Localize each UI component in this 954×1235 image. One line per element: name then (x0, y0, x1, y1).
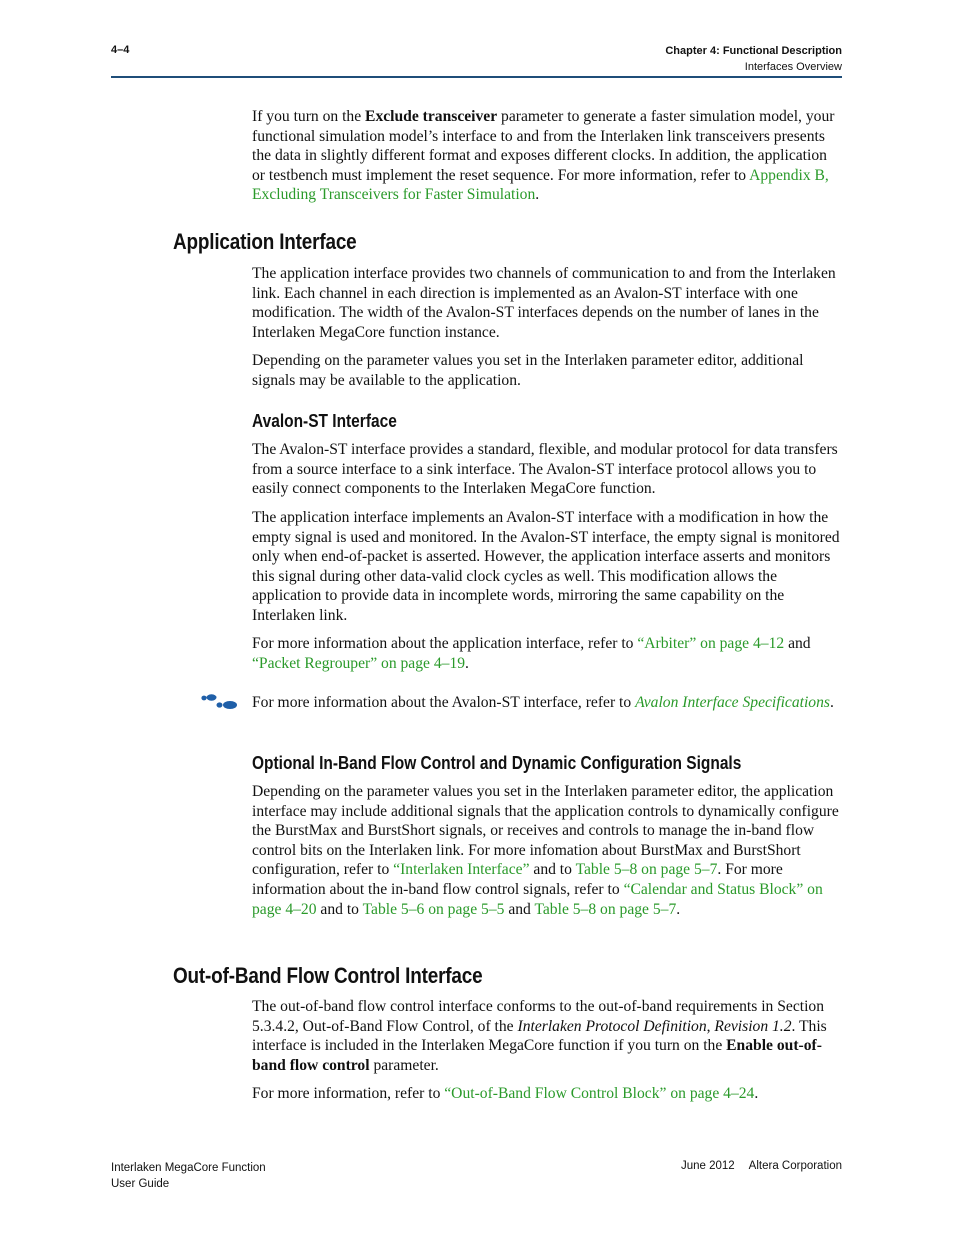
bold-term: Exclude transceiver (365, 108, 498, 125)
footer-date: June 2012 (680, 1160, 735, 1172)
text: and to (316, 900, 363, 918)
avalon-interface-specifications-link[interactable]: Avalon Interface Specifications (635, 694, 830, 711)
avalon-st-paragraph-1 (252, 440, 842, 499)
avalon-st-paragraph-2 (252, 508, 842, 626)
footer-left (111, 1160, 266, 1192)
text: and (504, 900, 535, 918)
heading-optional-in-band-flow-control: Optional In-Band Flow Control and Dynamic Configuration Signals (252, 753, 742, 773)
text: . (676, 900, 681, 918)
footer-doc-title: Interlaken MegaCore Function (111, 1162, 266, 1174)
text: . This interface is included in the Interlaken MegaCore function if you turn on the (252, 1017, 827, 1055)
text: parameter to generate a faster simulation model, your functional simulation model’s interface to and from the Interlaken link transceivers presents the data in slightly different format and exposes different clocks. In addition, the application or testbench must implement the reset sequence. For more information, refer to (252, 108, 835, 184)
text: . (535, 186, 540, 204)
text: The Avalon-ST interface provides a standard, flexible, and modular protocol for data transfers from a source interface to a sink interface. The Avalon-ST interface protocol allows you to easily connect components to the Interlaken MegaCore function. (252, 441, 838, 498)
footer-right (681, 1160, 842, 1172)
text: If you turn on the (252, 108, 366, 125)
text: The application interface provides two channels of communication to and from the Interlaken link. Each channel in each direction is implemented as an Avalon-ST interface with one modification. The width of the Avalon-ST interfaces depends on the number of lanes in the Interlaken MegaCore function instance. (252, 265, 836, 341)
text: Depending on the parameter values you set in the Interlaken parameter editor, the application interface may include additional signals that the application controls to dynamically configure the BurstMax and BurstShort signals, or receives and controls to manage the in-band flow control bits on the Interlaken link. For more infomation about BurstMax and BurstShort configuration, refer to (252, 783, 839, 879)
text: parameter. (369, 1056, 439, 1074)
arbiter-link[interactable]: “Arbiter” on page 4–12 (637, 635, 785, 652)
text: For more information about the Avalon-ST interface, refer to (252, 694, 636, 711)
running-header (665, 43, 842, 75)
intro-paragraph (252, 107, 842, 205)
table-5-8-link-2[interactable]: Table 5–8 on page 5–7 (534, 900, 677, 918)
text: . (829, 694, 834, 711)
italic-revision: Revision 1.2 (714, 1017, 792, 1035)
heading-out-of-band-flow-control: Out-of-Band Flow Control Interface (173, 963, 483, 988)
table-5-8-link[interactable]: Table 5–8 on page 5–7 (575, 861, 718, 879)
app-interface-paragraph-2 (252, 351, 842, 390)
text: The out-of-band flow control interface conforms to the out-of-band requirements in Section 5.3.4.2, Out-of-Band Flow Control, of the (252, 998, 825, 1035)
text: Depending on the parameter values you set in the Interlaken parameter editor, additional signals may be available to the application. (252, 352, 804, 389)
page-number: 4–4 (111, 44, 130, 56)
interlaken-interface-link[interactable]: “Interlaken Interface” (393, 861, 530, 879)
avalon-st-paragraph-3 (252, 634, 842, 673)
appendix-b-link[interactable]: Appendix B, Excluding Transceivers for Faster Simulation (252, 166, 829, 204)
avalon-st-note (252, 693, 842, 713)
header-rule (111, 76, 842, 78)
calendar-status-block-link[interactable]: “Calendar and Status Block” on page 4–20 (252, 880, 823, 918)
footer-doc-subtitle: User Guide (111, 1178, 170, 1190)
text: For more information, refer to (252, 1085, 445, 1102)
text: , (706, 1017, 715, 1035)
text: For more information about the application interface, refer to (252, 635, 638, 652)
text: . For more information about the in-band flow control signals, refer to (252, 861, 783, 898)
text: . (754, 1085, 759, 1102)
oob-flow-control-block-link[interactable]: “Out-of-Band Flow Control Block” on page 4–24 (444, 1085, 755, 1102)
footer-company: Altera Corporation (748, 1160, 842, 1172)
bold-term: Enable out-of-band flow control (252, 1037, 822, 1074)
text: and (784, 635, 811, 652)
table-5-6-link[interactable]: Table 5–6 on page 5–5 (362, 900, 505, 918)
oob-paragraph-2 (252, 1084, 842, 1104)
optional-paragraph (252, 782, 842, 919)
packet-regrouper-link[interactable]: “Packet Regrouper” on page 4–19 (252, 654, 466, 672)
text: The application interface implements an Avalon-ST interface with a modification in how the empty signal is used and monitored. In the Avalon-ST interface, the empty signal is monitored only when end-of-packet is asserted. However, the application interface asserts and monitors this signal during other data-valid clock cycles as well. This modification allows the application to provide data in incomplete words, mirroring the same capability on the Interlaken link. (252, 509, 840, 624)
italic-title: Interlaken Protocol Definition (517, 1017, 707, 1035)
footprints-note-icon (200, 693, 240, 711)
heading-application-interface: Application Interface (173, 229, 357, 254)
text: and to (529, 861, 576, 879)
section-title: Interfaces Overview (744, 61, 842, 73)
chapter-title: Chapter 4: Functional Description (665, 45, 842, 57)
heading-avalon-st-interface: Avalon-ST Interface (252, 411, 397, 431)
oob-paragraph-1 (252, 997, 842, 1075)
text: . (465, 654, 469, 672)
app-interface-paragraph-1 (252, 264, 842, 342)
